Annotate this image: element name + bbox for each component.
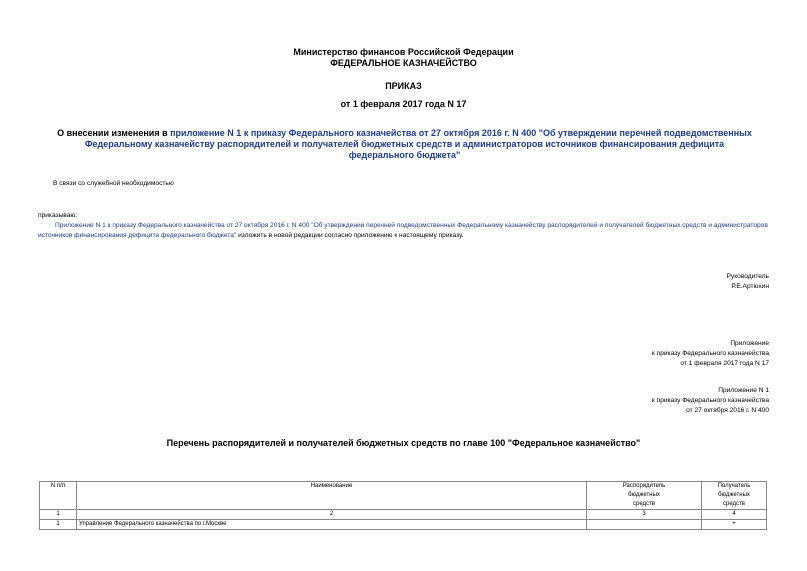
appendix-header: [549, 339, 769, 369]
order-date: от 1 февраля 2017 года N 17: [340, 99, 467, 109]
table-numbering-row: [40, 510, 767, 520]
table-header-row: [40, 482, 767, 510]
numbering-cell: 3: [587, 510, 702, 520]
signature-block: [569, 272, 769, 292]
body-rest: изложить в новой редакции согласно приложению к настоящему приказу.: [236, 232, 464, 239]
appendix1-line-2: к приказу Федерального казначейства: [651, 397, 769, 404]
treasury-name: ФЕДЕРАЛЬНОЕ КАЗНАЧЕЙСТВО: [330, 58, 477, 68]
ministry-name: Министерство финансов Российской Федерации: [293, 47, 514, 57]
budget-list-table: [39, 481, 767, 530]
appendix1-line-3: от 27 октября 2016 г. N 400: [686, 407, 769, 414]
row-number: 1: [40, 520, 77, 530]
row-recipient: +: [702, 520, 767, 530]
document-header: [0, 47, 807, 69]
order-word: приказываю:: [38, 212, 78, 219]
appendix1-line-1: Приложение N 1: [718, 387, 769, 394]
table-row: [40, 520, 767, 530]
subject-prefix: О внесении изменения в: [57, 128, 171, 138]
signer-name: Р.Е.Артюхин: [731, 283, 769, 290]
header-number: N п/п: [40, 482, 77, 510]
order-subject: [52, 128, 757, 161]
appendix1-header: [549, 386, 769, 416]
row-manager: [587, 520, 702, 530]
body-link[interactable]: Приложение N 1 к приказу Федерального казначейства от 27 октября 2016 г. N 400 "Об утверждении перечней подведомственных Федеральному казначейству распорядителей и получателей бюджетных средств и администраторов источников финансирования дефицита федерального бюджета": [38, 222, 768, 239]
header-manager: Распорядитель бюджетных средств: [587, 482, 702, 510]
appendix-line-1: Приложение: [730, 340, 769, 347]
list-title: Перечень распорядителей и получателей бюджетных средств по главе 100 "Федеральное казначейство": [166, 438, 641, 448]
signer-role: Руководитель: [726, 273, 769, 280]
order-body: [38, 221, 768, 241]
subject-link[interactable]: приложение N 1 к приказу Федерального казначейства от 27 октября 2016 г. N 400 "Об утверждении перечней подведомственных Федеральному казначейству распорядителей и получателей бюджетных средств и администраторов источников финансирования дефицита федерального бюджета": [84, 128, 752, 160]
header-recipient: Получатель бюджетных средств: [702, 482, 767, 510]
appendix-line-3: от 1 февраля 2017 года N 17: [680, 360, 769, 367]
header-name: Наименование: [77, 482, 587, 510]
numbering-cell: 4: [702, 510, 767, 520]
reason-text: В связи со служебной необходимостью: [53, 180, 174, 187]
appendix-line-2: к приказу Федерального казначейства: [651, 350, 769, 357]
numbering-cell: 2: [77, 510, 587, 520]
row-name: Управление Федерального казначейства по г.Москве: [77, 520, 587, 530]
numbering-cell: 1: [40, 510, 77, 520]
order-title: ПРИКАЗ: [385, 81, 422, 91]
